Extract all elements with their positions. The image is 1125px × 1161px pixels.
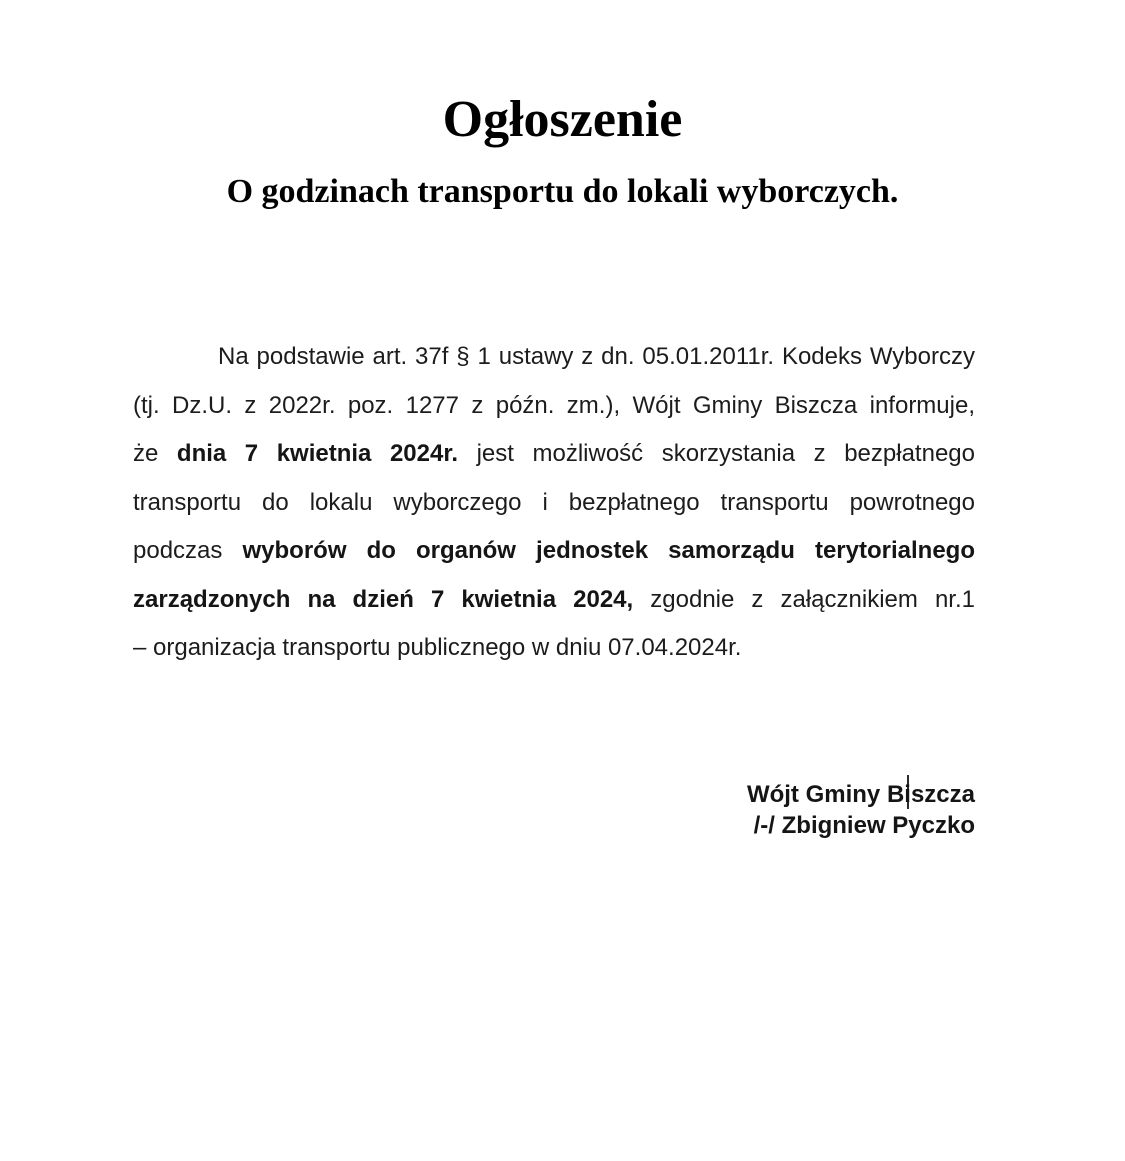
text-segment: Na podstawie art. 37f § 1 ustawy z dn. 05.01.2011r. Kodeks Wyborczy xyxy=(218,343,975,370)
text-segment: wyborów do organów jednostek samorządu terytorialnego xyxy=(242,537,975,564)
body-paragraph xyxy=(133,333,975,673)
paragraph-line xyxy=(133,333,975,382)
text-segment: zgodnie z załącznikiem nr.1 xyxy=(633,585,975,613)
text-segment: zarządzonych na dzień 7 kwietnia 2024, xyxy=(133,585,634,613)
paragraph-line xyxy=(133,576,975,625)
signature-name-line: Wójt Gminy Biszcza xyxy=(746,781,975,808)
paragraph-line xyxy=(133,430,975,479)
signature-name-line: /-/ Zbigniew Pyczko xyxy=(753,812,975,839)
text-segment: transportu do lokalu wyborczego i bezpłatnego transportu powrotnego xyxy=(133,488,975,516)
text-segment: że xyxy=(133,440,177,467)
announcement-subtitle: O godzinach transportu do lokali wyborczych. xyxy=(226,173,899,210)
text-segment: podczas xyxy=(133,537,243,564)
signature-block xyxy=(747,779,975,841)
text-segment: dnia 7 kwietnia 2024r. xyxy=(176,440,459,467)
text-segment: jest możliwość skorzystania z bezpłatnego xyxy=(458,440,975,467)
text-segment: (tj. Dz.U. z 2022r. poz. 1277 z późn. zm.), Wójt Gminy Biszcza informuje, xyxy=(133,391,975,419)
paragraph-line xyxy=(133,382,975,431)
announcement-title: Ogłoszenie xyxy=(442,91,683,148)
paragraph-line xyxy=(133,624,975,673)
paragraph-line xyxy=(133,479,975,528)
text-segment: – organizacja transportu publicznego w dniu 07.04.2024r. xyxy=(133,634,742,661)
paragraph-line xyxy=(133,527,975,576)
